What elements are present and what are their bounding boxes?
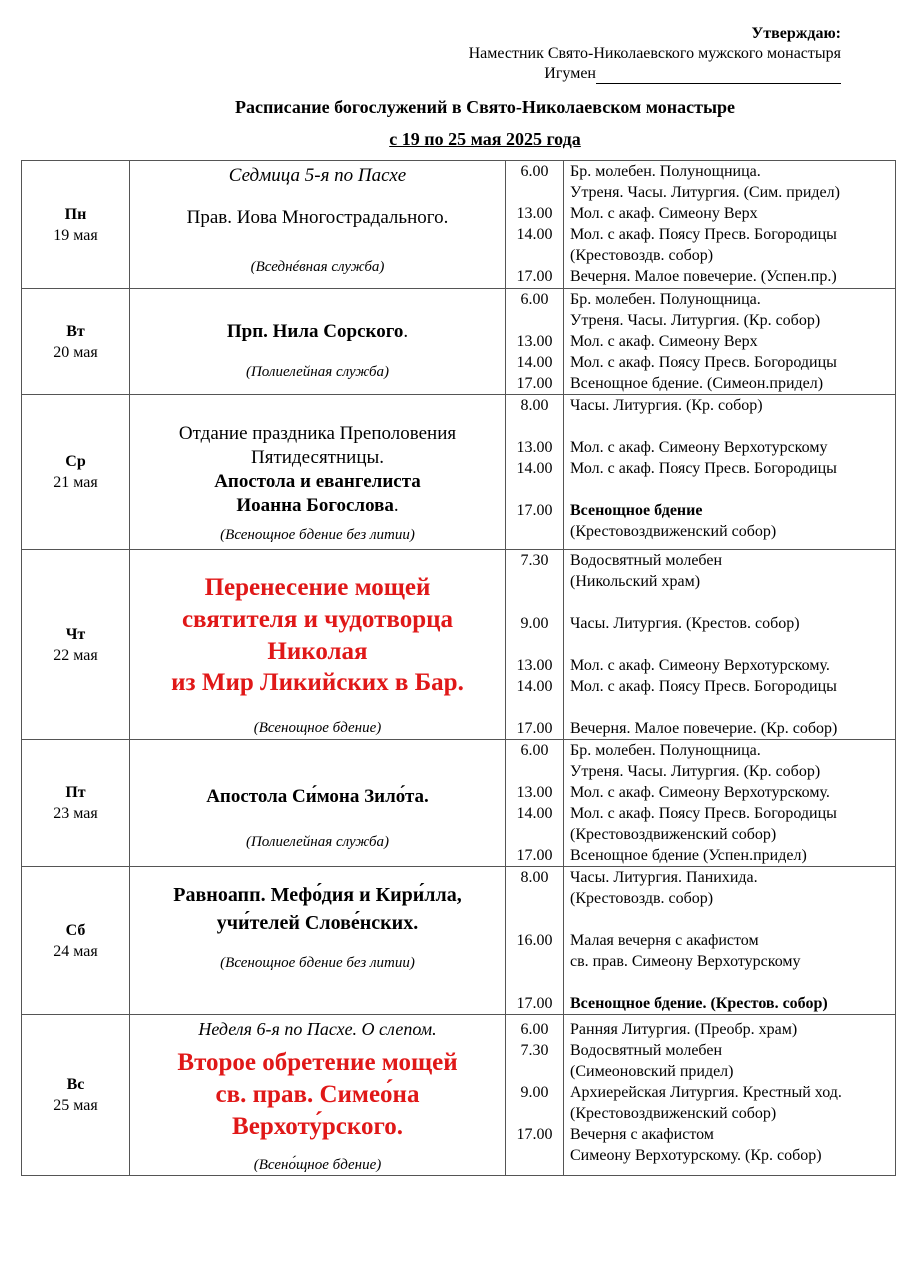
service-time: 13.00 — [516, 657, 553, 674]
feast-cell — [130, 867, 506, 1015]
service-event: Всенощное бдение. (Симеон.придел) — [570, 375, 824, 392]
service-time: 17.00 — [516, 502, 553, 519]
day-cell — [22, 1015, 130, 1176]
service-event: Мол. с акаф. Симеону Верх — [570, 205, 758, 222]
day-cell — [22, 740, 130, 867]
service-event — [570, 592, 895, 613]
service-time: 9.00 — [520, 615, 549, 632]
service-time: 14.00 — [516, 354, 553, 371]
service-event: (Симеоновский придел) — [570, 1063, 734, 1080]
service-event: (Крестовоздвиженский собор) — [570, 826, 777, 843]
day-row-mon — [22, 161, 896, 289]
service-event: Водосвятный молебен — [570, 552, 723, 569]
service-time — [506, 761, 563, 782]
service-event: Мол. с акаф. Поясу Пресв. Богородицы — [570, 460, 837, 477]
service-time — [506, 245, 563, 266]
service-time — [506, 909, 563, 930]
feast-saint: Прав. Иова Многострадального. — [186, 207, 449, 228]
service-time: 13.00 — [516, 784, 553, 801]
day-date: 19 мая — [53, 226, 98, 244]
service-time — [506, 416, 563, 437]
service-time: 14.00 — [516, 678, 553, 695]
day-row-sat — [22, 867, 896, 1015]
service-time — [506, 1145, 563, 1166]
service-time: 7.30 — [520, 552, 549, 569]
feast-service-type: (Вседнéвная служба) — [250, 259, 385, 275]
signature-blank — [596, 66, 841, 84]
feast-line-4: Иоанна Богослова — [236, 495, 394, 516]
feast-line-3: Верхоту́рского. — [232, 1113, 403, 1140]
service-event: Всенощное бдение. (Крестов. собор) — [570, 995, 828, 1012]
service-event: Водосвятный молебен — [570, 1042, 723, 1059]
feast-line-1: Второе обретение мощей — [177, 1049, 458, 1076]
day-row-thu — [22, 550, 896, 740]
feast-line-1: Равноапп. Мефо́дия и Кири́лла, — [173, 884, 462, 906]
service-event: Часы. Литургия. (Кр. собор) — [570, 397, 763, 414]
events-cell — [564, 1015, 896, 1176]
day-cell — [22, 395, 130, 550]
feast-line-4-wrap — [130, 493, 505, 518]
feast-line-4: из Мир Ликийских в Бар. — [171, 669, 464, 696]
feast-week: Седмица 5-я по Пасхе — [228, 165, 407, 186]
service-time: 13.00 — [516, 205, 553, 222]
service-event: Бр. молебен. Полунощница. — [570, 291, 761, 308]
service-time: 6.00 — [520, 1021, 549, 1038]
service-time — [506, 972, 563, 993]
service-time — [506, 951, 563, 972]
feast-line-2: святителя и чудотворца — [181, 606, 454, 633]
day-date: 24 мая — [53, 942, 98, 960]
events-cell — [564, 289, 896, 395]
service-event: (Крестовоздв. собор) — [570, 890, 714, 907]
service-event: Утреня. Часы. Литургия. (Сим. придел) — [570, 184, 840, 201]
day-date: 23 мая — [53, 805, 98, 822]
service-event: Архиерейская Литургия. Крестный ход. — [570, 1084, 842, 1101]
day-of-week: Пн — [64, 205, 87, 223]
feast-line-2: св. прав. Симео́на — [215, 1081, 420, 1108]
page-period: с 19 по 25 мая 2025 года — [389, 129, 581, 149]
schedule-table — [21, 160, 896, 1176]
service-event: Мол. с акаф. Поясу Пресв. Богородицы — [570, 678, 837, 695]
service-time: 16.00 — [516, 932, 553, 949]
day-date: 25 мая — [53, 1097, 98, 1114]
service-event — [570, 416, 895, 437]
day-row-wed — [22, 395, 896, 550]
signer-title: Игумен — [544, 65, 596, 82]
day-cell — [22, 161, 130, 289]
service-time: 13.00 — [516, 439, 553, 456]
service-event — [570, 634, 895, 655]
service-time — [506, 310, 563, 331]
signature-line — [469, 64, 841, 84]
feast-saint: Прп. Нила Сорского — [226, 321, 404, 342]
day-cell — [22, 550, 130, 740]
service-event: Мол. с акаф. Поясу Пресв. Богородицы — [570, 226, 837, 243]
feast-service-type: (Всено́щное бдение) — [253, 1157, 382, 1173]
service-event — [570, 909, 895, 930]
service-event: Мол. с акаф. Поясу Пресв. Богородицы — [570, 354, 837, 371]
day-of-week: Ср — [65, 453, 86, 470]
service-event: Вечерня. Малое повечерие. (Кр. собор) — [570, 720, 838, 737]
day-row-tue — [22, 289, 896, 395]
events-cell — [564, 740, 896, 867]
times-cell — [506, 740, 564, 867]
approval-block — [469, 24, 841, 84]
day-date: 22 мая — [53, 646, 98, 664]
day-of-week: Чт — [65, 625, 86, 643]
service-event: Бр. молебен. Полунощница. — [570, 163, 761, 180]
feast-line-2: Пятидесятницы. — [251, 447, 384, 468]
service-event: (Крестовоздв. собор) — [570, 247, 714, 264]
feast-saint: Апостола Си́мона Зило́та. — [206, 786, 429, 807]
service-event: Часы. Литургия. Панихида. — [570, 869, 758, 886]
feast-cell — [130, 161, 506, 289]
events-cell — [564, 550, 896, 740]
service-event: (Никольский храм) — [570, 573, 701, 590]
service-event — [570, 972, 895, 993]
feast-cell — [130, 550, 506, 740]
service-event: Мол. с акаф. Симеону Верхотурскому. — [570, 657, 830, 674]
day-date: 21 мая — [53, 474, 98, 491]
service-time — [506, 1103, 563, 1124]
service-event: Симеону Верхотурскому. (Кр. собор) — [570, 1147, 822, 1164]
approval-label: Утверждаю: — [751, 25, 841, 42]
feast-saint-dot: . — [403, 321, 409, 342]
service-time: 14.00 — [516, 805, 553, 822]
day-of-week: Вт — [66, 322, 85, 340]
service-time: 6.00 — [520, 742, 549, 759]
service-event: Мол. с акаф. Симеону Верхотурскому. — [570, 784, 830, 801]
day-cell — [22, 289, 130, 395]
service-event: Вечерня с акафистом — [570, 1126, 714, 1143]
service-time: 17.00 — [516, 375, 553, 392]
service-event: Мол. с акаф. Поясу Пресв. Богородицы — [570, 805, 837, 822]
times-cell — [506, 550, 564, 740]
service-time: 17.00 — [516, 720, 553, 737]
service-event: Ранняя Литургия. (Преобр. храм) — [570, 1021, 798, 1038]
service-time: 6.00 — [520, 163, 549, 180]
day-row-sun — [22, 1015, 896, 1176]
events-cell — [564, 395, 896, 550]
service-event: (Крестовоздвиженский собор) — [570, 1105, 777, 1122]
service-time — [506, 182, 563, 203]
service-time: 8.00 — [520, 869, 549, 886]
feast-cell — [130, 289, 506, 395]
service-time: 9.00 — [520, 1084, 549, 1101]
service-event: Мол. с акаф. Симеону Верх — [570, 333, 758, 350]
service-event: Утреня. Часы. Литургия. (Кр. собор) — [570, 312, 821, 329]
day-of-week: Вс — [66, 1076, 85, 1093]
service-time: 7.30 — [520, 1042, 549, 1059]
service-time: 17.00 — [516, 268, 553, 285]
feast-line-3: Николая — [267, 638, 368, 665]
feast-week: Неделя 6-я по Пасхе. О слепом. — [198, 1019, 437, 1039]
feast-service-type: (Всенощное бдение без литии) — [220, 955, 415, 971]
service-time: 6.00 — [520, 291, 549, 308]
service-time: 17.00 — [516, 995, 553, 1012]
service-event: Вечерня. Малое повечерие. (Успен.пр.) — [570, 268, 837, 285]
feast-line-1: Отдание праздника Преполовения — [178, 423, 457, 444]
feast-cell — [130, 1015, 506, 1176]
service-time — [506, 824, 563, 845]
feast-service-type: (Полиелейная служба) — [245, 364, 390, 380]
service-time — [506, 571, 563, 592]
events-cell — [564, 161, 896, 289]
service-event: Часы. Литургия. (Крестов. собор) — [570, 615, 800, 632]
service-time — [506, 479, 563, 500]
service-event — [570, 479, 895, 500]
service-time — [506, 888, 563, 909]
service-time: 17.00 — [516, 1126, 553, 1143]
day-row-fri — [22, 740, 896, 867]
feast-line-4-dot: . — [393, 495, 399, 516]
day-cell — [22, 867, 130, 1015]
day-of-week: Пт — [65, 784, 86, 801]
feast-line-2: учи́телей Слове́нских. — [216, 912, 419, 934]
service-event: Утреня. Часы. Литургия. (Кр. собор) — [570, 763, 821, 780]
approver-position: Наместник Свято-Николаевского мужского монастыря — [468, 45, 841, 62]
service-time: 17.00 — [516, 847, 553, 864]
service-time: 8.00 — [520, 397, 549, 414]
day-date: 20 мая — [53, 343, 98, 361]
feast-cell — [130, 395, 506, 550]
service-time: 14.00 — [516, 226, 553, 243]
service-event: св. прав. Симеону Верхотурскому — [570, 953, 801, 970]
service-time: 13.00 — [516, 333, 553, 350]
service-event: Всенощное бдение (Успен.придел) — [570, 847, 807, 864]
feast-service-type: (Полиелейная служба) — [245, 834, 390, 850]
times-cell — [506, 161, 564, 289]
service-time: 14.00 — [516, 460, 553, 477]
events-cell — [564, 867, 896, 1015]
service-event: Бр. молебен. Полунощница. — [570, 742, 761, 759]
service-time — [506, 592, 563, 613]
service-time — [506, 697, 563, 718]
service-time — [506, 634, 563, 655]
feast-saint-line — [130, 319, 505, 344]
times-cell — [506, 867, 564, 1015]
service-time — [506, 1061, 563, 1082]
service-time — [506, 521, 563, 542]
feast-cell — [130, 740, 506, 867]
service-event: Мол. с акаф. Симеону Верхотурскому — [570, 439, 828, 456]
feast-service-type: (Всенощное бдение без литии) — [220, 527, 415, 543]
service-event: Малая вечерня с акафистом — [570, 932, 759, 949]
times-cell — [506, 289, 564, 395]
times-cell — [506, 395, 564, 550]
feast-service-type: (Всенощное бдение) — [253, 720, 382, 736]
service-event — [570, 697, 895, 718]
page-title: Расписание богослужений в Свято-Николаевском монастыре — [234, 97, 736, 117]
service-event: Всенощное бдение — [570, 502, 703, 519]
feast-line-1: Перенесение мощей — [204, 574, 431, 601]
service-event: (Крестовоздвиженский собор) — [570, 523, 777, 540]
day-of-week: Сб — [65, 921, 86, 939]
times-cell — [506, 1015, 564, 1176]
feast-line-3: Апостола и евангелиста — [214, 471, 421, 492]
